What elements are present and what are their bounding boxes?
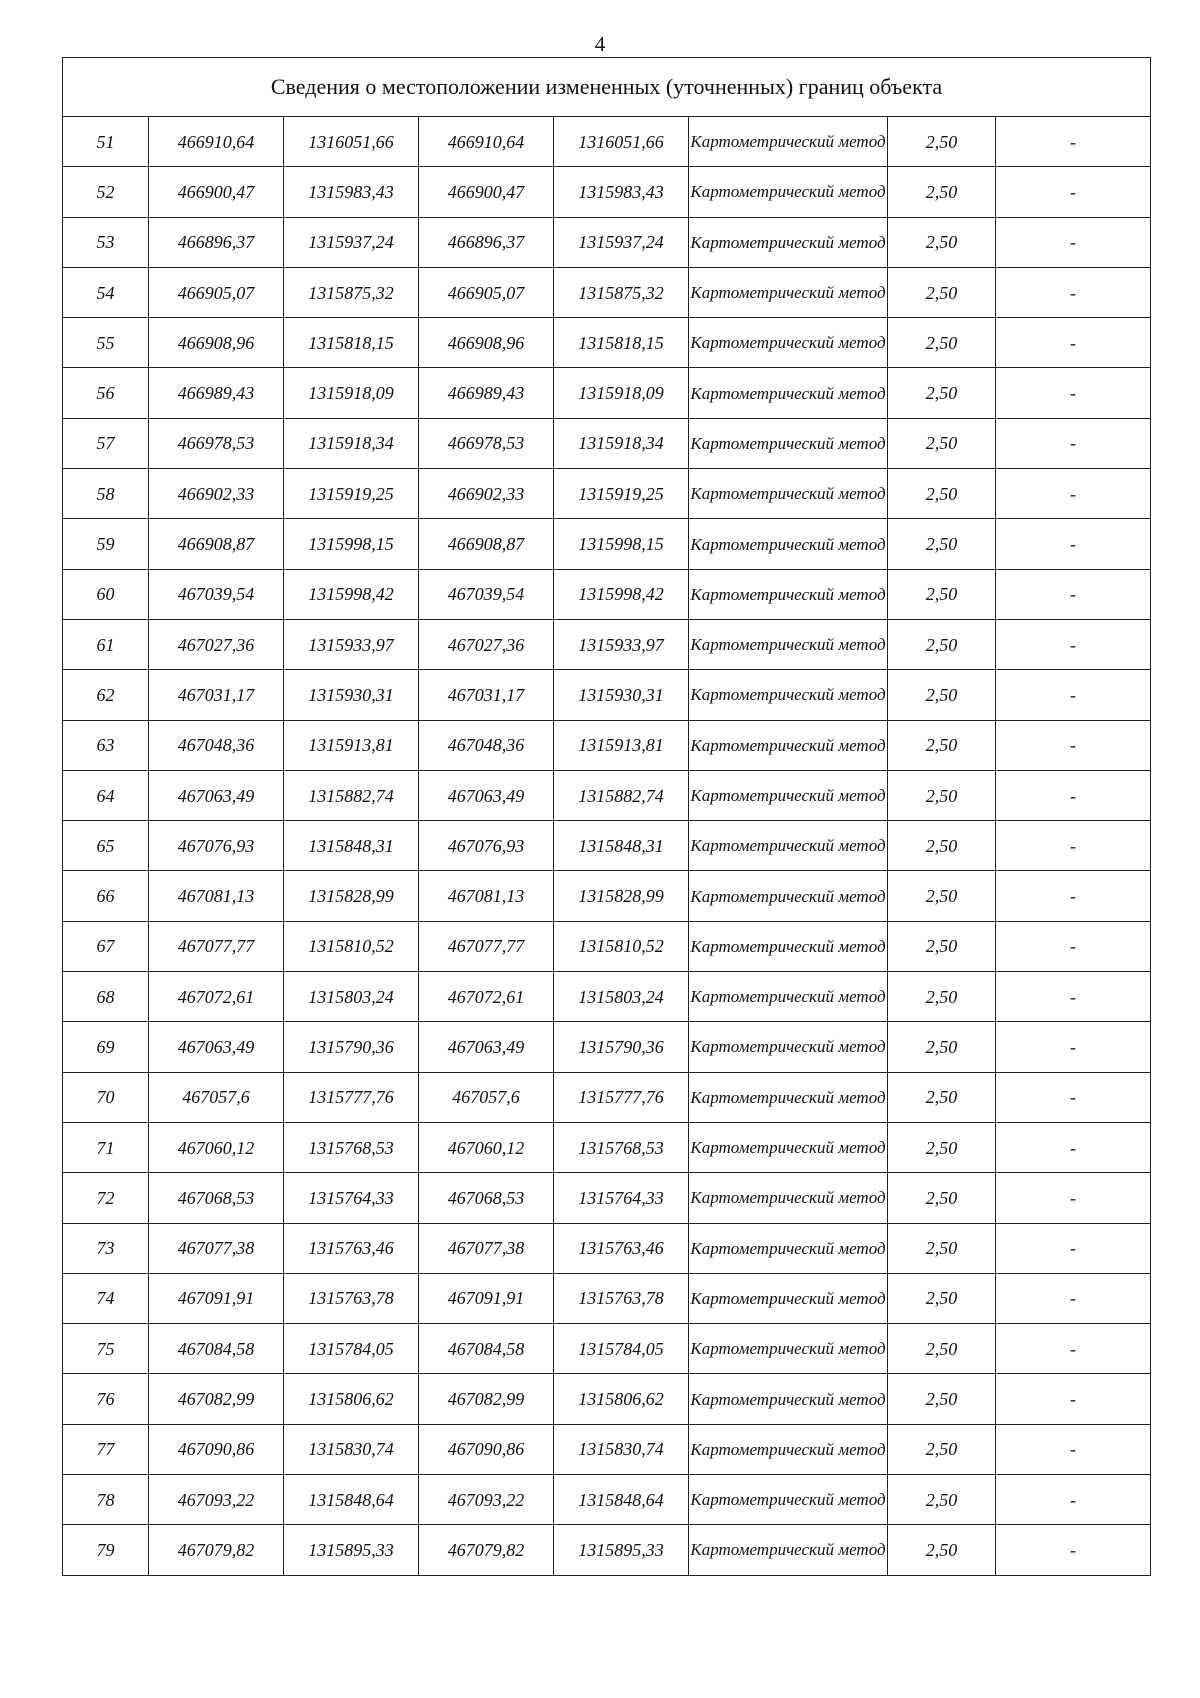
table-row <box>63 167 1151 217</box>
updated-y-cell: 1315784,05 <box>554 1324 689 1374</box>
note-cell: - <box>996 921 1151 971</box>
point-number-cell: 58 <box>63 469 149 519</box>
updated-y-cell: 1315803,24 <box>554 972 689 1022</box>
updated-x-cell: 467082,99 <box>419 1374 554 1424</box>
point-number-cell: 71 <box>63 1122 149 1172</box>
point-number-cell: 72 <box>63 1173 149 1223</box>
existing-y-cell: 1315937,24 <box>284 217 419 267</box>
method-cell: Картометрический метод <box>689 217 888 267</box>
method-cell: Картометрический метод <box>689 921 888 971</box>
updated-y-cell: 1315818,15 <box>554 318 689 368</box>
table-row <box>63 821 1151 871</box>
updated-x-cell: 467068,53 <box>419 1173 554 1223</box>
boundary-coordinates-table <box>62 57 1151 1576</box>
accuracy-cell: 2,50 <box>888 418 996 468</box>
method-cell: Картометрический метод <box>689 318 888 368</box>
accuracy-cell: 2,50 <box>888 1273 996 1323</box>
accuracy-cell: 2,50 <box>888 1525 996 1575</box>
existing-y-cell: 1315806,62 <box>284 1374 419 1424</box>
note-cell: - <box>996 1324 1151 1374</box>
updated-x-cell: 466989,43 <box>419 368 554 418</box>
table-row <box>63 469 1151 519</box>
existing-y-cell: 1315930,31 <box>284 670 419 720</box>
method-cell: Картометрический метод <box>689 619 888 669</box>
point-number-cell: 60 <box>63 569 149 619</box>
method-cell: Картометрический метод <box>689 418 888 468</box>
point-number-cell: 69 <box>63 1022 149 1072</box>
existing-x-cell: 467031,17 <box>149 670 284 720</box>
table-row <box>63 1475 1151 1525</box>
existing-y-cell: 1315777,76 <box>284 1072 419 1122</box>
updated-x-cell: 466910,64 <box>419 117 554 167</box>
note-cell: - <box>996 619 1151 669</box>
table-row <box>63 619 1151 669</box>
existing-y-cell: 1315790,36 <box>284 1022 419 1072</box>
point-number-cell: 79 <box>63 1525 149 1575</box>
existing-x-cell: 467077,38 <box>149 1223 284 1273</box>
accuracy-cell: 2,50 <box>888 267 996 317</box>
method-cell: Картометрический метод <box>689 117 888 167</box>
accuracy-cell: 2,50 <box>888 217 996 267</box>
accuracy-cell: 2,50 <box>888 1022 996 1072</box>
note-cell: - <box>996 1022 1151 1072</box>
existing-y-cell: 1315848,64 <box>284 1475 419 1525</box>
existing-x-cell: 467039,54 <box>149 569 284 619</box>
method-cell: Картометрический метод <box>689 469 888 519</box>
updated-x-cell: 467084,58 <box>419 1324 554 1374</box>
updated-x-cell: 466896,37 <box>419 217 554 267</box>
table-title: Сведения о местоположении измененных (уточненных) границ объекта <box>63 58 1151 117</box>
updated-x-cell: 466908,87 <box>419 519 554 569</box>
note-cell: - <box>996 267 1151 317</box>
point-number-cell: 76 <box>63 1374 149 1424</box>
point-number-cell: 59 <box>63 519 149 569</box>
note-cell: - <box>996 1374 1151 1424</box>
note-cell: - <box>996 117 1151 167</box>
table-row <box>63 217 1151 267</box>
table-row <box>63 519 1151 569</box>
method-cell: Картометрический метод <box>689 167 888 217</box>
accuracy-cell: 2,50 <box>888 1223 996 1273</box>
table-row <box>63 418 1151 468</box>
table-row <box>63 368 1151 418</box>
accuracy-cell: 2,50 <box>888 720 996 770</box>
note-cell: - <box>996 519 1151 569</box>
existing-y-cell: 1315875,32 <box>284 267 419 317</box>
updated-y-cell: 1315875,32 <box>554 267 689 317</box>
existing-x-cell: 467060,12 <box>149 1122 284 1172</box>
table-row <box>63 569 1151 619</box>
updated-x-cell: 467077,38 <box>419 1223 554 1273</box>
method-cell: Картометрический метод <box>689 1122 888 1172</box>
point-number-cell: 56 <box>63 368 149 418</box>
table-row <box>63 1374 1151 1424</box>
existing-y-cell: 1315919,25 <box>284 469 419 519</box>
method-cell: Картометрический метод <box>689 871 888 921</box>
accuracy-cell: 2,50 <box>888 1475 996 1525</box>
table-row <box>63 318 1151 368</box>
updated-x-cell: 466900,47 <box>419 167 554 217</box>
point-number-cell: 74 <box>63 1273 149 1323</box>
existing-x-cell: 467079,82 <box>149 1525 284 1575</box>
existing-y-cell: 1315998,15 <box>284 519 419 569</box>
existing-x-cell: 467091,91 <box>149 1273 284 1323</box>
updated-x-cell: 467076,93 <box>419 821 554 871</box>
point-number-cell: 75 <box>63 1324 149 1374</box>
existing-y-cell: 1315768,53 <box>284 1122 419 1172</box>
point-number-cell: 78 <box>63 1475 149 1525</box>
existing-y-cell: 1315918,09 <box>284 368 419 418</box>
point-number-cell: 70 <box>63 1072 149 1122</box>
updated-x-cell: 467039,54 <box>419 569 554 619</box>
existing-y-cell: 1315918,34 <box>284 418 419 468</box>
existing-y-cell: 1315803,24 <box>284 972 419 1022</box>
updated-y-cell: 1315848,31 <box>554 821 689 871</box>
updated-x-cell: 467091,91 <box>419 1273 554 1323</box>
point-number-cell: 62 <box>63 670 149 720</box>
point-number-cell: 55 <box>63 318 149 368</box>
updated-x-cell: 467063,49 <box>419 1022 554 1072</box>
existing-y-cell: 1315895,33 <box>284 1525 419 1575</box>
accuracy-cell: 2,50 <box>888 1072 996 1122</box>
updated-x-cell: 467060,12 <box>419 1122 554 1172</box>
existing-y-cell: 1316051,66 <box>284 117 419 167</box>
table-row <box>63 1022 1151 1072</box>
accuracy-cell: 2,50 <box>888 1122 996 1172</box>
updated-y-cell: 1315937,24 <box>554 217 689 267</box>
existing-x-cell: 467081,13 <box>149 871 284 921</box>
note-cell: - <box>996 167 1151 217</box>
existing-x-cell: 467027,36 <box>149 619 284 669</box>
note-cell: - <box>996 217 1151 267</box>
updated-y-cell: 1315830,74 <box>554 1424 689 1474</box>
page-number: 4 <box>594 32 606 56</box>
existing-y-cell: 1315818,15 <box>284 318 419 368</box>
existing-x-cell: 467057,6 <box>149 1072 284 1122</box>
point-number-cell: 53 <box>63 217 149 267</box>
updated-x-cell: 467077,77 <box>419 921 554 971</box>
note-cell: - <box>996 670 1151 720</box>
updated-x-cell: 466978,53 <box>419 418 554 468</box>
updated-y-cell: 1315998,15 <box>554 519 689 569</box>
note-cell: - <box>996 469 1151 519</box>
updated-x-cell: 467072,61 <box>419 972 554 1022</box>
accuracy-cell: 2,50 <box>888 519 996 569</box>
method-cell: Картометрический метод <box>689 519 888 569</box>
existing-x-cell: 467084,58 <box>149 1324 284 1374</box>
accuracy-cell: 2,50 <box>888 569 996 619</box>
table-row <box>63 1223 1151 1273</box>
updated-y-cell: 1315768,53 <box>554 1122 689 1172</box>
note-cell: - <box>996 368 1151 418</box>
accuracy-cell: 2,50 <box>888 1424 996 1474</box>
existing-x-cell: 466910,64 <box>149 117 284 167</box>
updated-y-cell: 1315998,42 <box>554 569 689 619</box>
accuracy-cell: 2,50 <box>888 1173 996 1223</box>
point-number-cell: 64 <box>63 770 149 820</box>
existing-x-cell: 466902,33 <box>149 469 284 519</box>
note-cell: - <box>996 1424 1151 1474</box>
existing-x-cell: 467077,77 <box>149 921 284 971</box>
updated-x-cell: 467057,6 <box>419 1072 554 1122</box>
existing-y-cell: 1315763,78 <box>284 1273 419 1323</box>
point-number-cell: 52 <box>63 167 149 217</box>
table-body <box>63 117 1151 1576</box>
method-cell: Картометрический метод <box>689 972 888 1022</box>
updated-x-cell: 467031,17 <box>419 670 554 720</box>
updated-x-cell: 466902,33 <box>419 469 554 519</box>
updated-x-cell: 467093,22 <box>419 1475 554 1525</box>
updated-y-cell: 1315828,99 <box>554 871 689 921</box>
accuracy-cell: 2,50 <box>888 972 996 1022</box>
updated-x-cell: 467081,13 <box>419 871 554 921</box>
table-row <box>63 1525 1151 1575</box>
method-cell: Картометрический метод <box>689 1223 888 1273</box>
note-cell: - <box>996 418 1151 468</box>
existing-y-cell: 1315784,05 <box>284 1324 419 1374</box>
point-number-cell: 66 <box>63 871 149 921</box>
accuracy-cell: 2,50 <box>888 821 996 871</box>
existing-x-cell: 467090,86 <box>149 1424 284 1474</box>
method-cell: Картометрический метод <box>689 1022 888 1072</box>
updated-y-cell: 1315810,52 <box>554 921 689 971</box>
updated-y-cell: 1315918,34 <box>554 418 689 468</box>
note-cell: - <box>996 770 1151 820</box>
method-cell: Картометрический метод <box>689 1324 888 1374</box>
updated-y-cell: 1315763,78 <box>554 1273 689 1323</box>
updated-y-cell: 1315933,97 <box>554 619 689 669</box>
existing-y-cell: 1315933,97 <box>284 619 419 669</box>
updated-y-cell: 1315848,64 <box>554 1475 689 1525</box>
existing-x-cell: 466908,87 <box>149 519 284 569</box>
existing-y-cell: 1315983,43 <box>284 167 419 217</box>
table-row <box>63 1122 1151 1172</box>
method-cell: Картометрический метод <box>689 569 888 619</box>
accuracy-cell: 2,50 <box>888 770 996 820</box>
existing-x-cell: 466978,53 <box>149 418 284 468</box>
existing-x-cell: 466896,37 <box>149 217 284 267</box>
method-cell: Картометрический метод <box>689 1525 888 1575</box>
accuracy-cell: 2,50 <box>888 921 996 971</box>
updated-y-cell: 1315790,36 <box>554 1022 689 1072</box>
updated-x-cell: 467079,82 <box>419 1525 554 1575</box>
updated-y-cell: 1315806,62 <box>554 1374 689 1424</box>
existing-y-cell: 1315828,99 <box>284 871 419 921</box>
point-number-cell: 65 <box>63 821 149 871</box>
note-cell: - <box>996 1525 1151 1575</box>
existing-x-cell: 467072,61 <box>149 972 284 1022</box>
table-row <box>63 117 1151 167</box>
accuracy-cell: 2,50 <box>888 619 996 669</box>
point-number-cell: 73 <box>63 1223 149 1273</box>
point-number-cell: 68 <box>63 972 149 1022</box>
updated-y-cell: 1315918,09 <box>554 368 689 418</box>
table-row <box>63 1173 1151 1223</box>
updated-y-cell: 1315913,81 <box>554 720 689 770</box>
table-row <box>63 1324 1151 1374</box>
table-row <box>63 871 1151 921</box>
existing-x-cell: 467063,49 <box>149 1022 284 1072</box>
existing-y-cell: 1315810,52 <box>284 921 419 971</box>
note-cell: - <box>996 821 1151 871</box>
existing-x-cell: 466908,96 <box>149 318 284 368</box>
method-cell: Картометрический метод <box>689 1273 888 1323</box>
table-row <box>63 267 1151 317</box>
note-cell: - <box>996 871 1151 921</box>
table-row <box>63 770 1151 820</box>
method-cell: Картометрический метод <box>689 770 888 820</box>
updated-y-cell: 1315983,43 <box>554 167 689 217</box>
updated-y-cell: 1315763,46 <box>554 1223 689 1273</box>
method-cell: Картометрический метод <box>689 1475 888 1525</box>
point-number-cell: 61 <box>63 619 149 669</box>
method-cell: Картометрический метод <box>689 1173 888 1223</box>
accuracy-cell: 2,50 <box>888 871 996 921</box>
accuracy-cell: 2,50 <box>888 1324 996 1374</box>
table-row <box>63 670 1151 720</box>
updated-x-cell: 467027,36 <box>419 619 554 669</box>
updated-x-cell: 467090,86 <box>419 1424 554 1474</box>
existing-x-cell: 467076,93 <box>149 821 284 871</box>
existing-y-cell: 1315882,74 <box>284 770 419 820</box>
accuracy-cell: 2,50 <box>888 368 996 418</box>
updated-x-cell: 466905,07 <box>419 267 554 317</box>
updated-x-cell: 467063,49 <box>419 770 554 820</box>
point-number-cell: 63 <box>63 720 149 770</box>
method-cell: Картометрический метод <box>689 1424 888 1474</box>
existing-x-cell: 466900,47 <box>149 167 284 217</box>
method-cell: Картометрический метод <box>689 368 888 418</box>
accuracy-cell: 2,50 <box>888 167 996 217</box>
accuracy-cell: 2,50 <box>888 670 996 720</box>
existing-x-cell: 466905,07 <box>149 267 284 317</box>
existing-y-cell: 1315764,33 <box>284 1173 419 1223</box>
existing-x-cell: 467093,22 <box>149 1475 284 1525</box>
existing-y-cell: 1315763,46 <box>284 1223 419 1273</box>
updated-y-cell: 1315919,25 <box>554 469 689 519</box>
existing-y-cell: 1315998,42 <box>284 569 419 619</box>
method-cell: Картометрический метод <box>689 1072 888 1122</box>
note-cell: - <box>996 569 1151 619</box>
accuracy-cell: 2,50 <box>888 117 996 167</box>
existing-x-cell: 467068,53 <box>149 1173 284 1223</box>
existing-y-cell: 1315913,81 <box>284 720 419 770</box>
method-cell: Картометрический метод <box>689 821 888 871</box>
accuracy-cell: 2,50 <box>888 469 996 519</box>
existing-x-cell: 467082,99 <box>149 1374 284 1424</box>
point-number-cell: 57 <box>63 418 149 468</box>
table-row <box>63 921 1151 971</box>
updated-x-cell: 467048,36 <box>419 720 554 770</box>
method-cell: Картометрический метод <box>689 1374 888 1424</box>
note-cell: - <box>996 720 1151 770</box>
note-cell: - <box>996 972 1151 1022</box>
updated-y-cell: 1315777,76 <box>554 1072 689 1122</box>
accuracy-cell: 2,50 <box>888 318 996 368</box>
table-row <box>63 972 1151 1022</box>
method-cell: Картометрический метод <box>689 670 888 720</box>
updated-y-cell: 1315930,31 <box>554 670 689 720</box>
updated-y-cell: 1315764,33 <box>554 1173 689 1223</box>
note-cell: - <box>996 1223 1151 1273</box>
note-cell: - <box>996 1173 1151 1223</box>
updated-y-cell: 1315882,74 <box>554 770 689 820</box>
accuracy-cell: 2,50 <box>888 1374 996 1424</box>
note-cell: - <box>996 1475 1151 1525</box>
note-cell: - <box>996 318 1151 368</box>
existing-x-cell: 466989,43 <box>149 368 284 418</box>
point-number-cell: 51 <box>63 117 149 167</box>
point-number-cell: 54 <box>63 267 149 317</box>
existing-x-cell: 467063,49 <box>149 770 284 820</box>
updated-y-cell: 1315895,33 <box>554 1525 689 1575</box>
updated-y-cell: 1316051,66 <box>554 117 689 167</box>
existing-y-cell: 1315830,74 <box>284 1424 419 1474</box>
updated-x-cell: 466908,96 <box>419 318 554 368</box>
table-row <box>63 1273 1151 1323</box>
point-number-cell: 67 <box>63 921 149 971</box>
table-row <box>63 1072 1151 1122</box>
note-cell: - <box>996 1273 1151 1323</box>
existing-y-cell: 1315848,31 <box>284 821 419 871</box>
method-cell: Картометрический метод <box>689 720 888 770</box>
note-cell: - <box>996 1122 1151 1172</box>
existing-x-cell: 467048,36 <box>149 720 284 770</box>
point-number-cell: 77 <box>63 1424 149 1474</box>
method-cell: Картометрический метод <box>689 267 888 317</box>
table-row <box>63 1424 1151 1474</box>
note-cell: - <box>996 1072 1151 1122</box>
table-row <box>63 720 1151 770</box>
